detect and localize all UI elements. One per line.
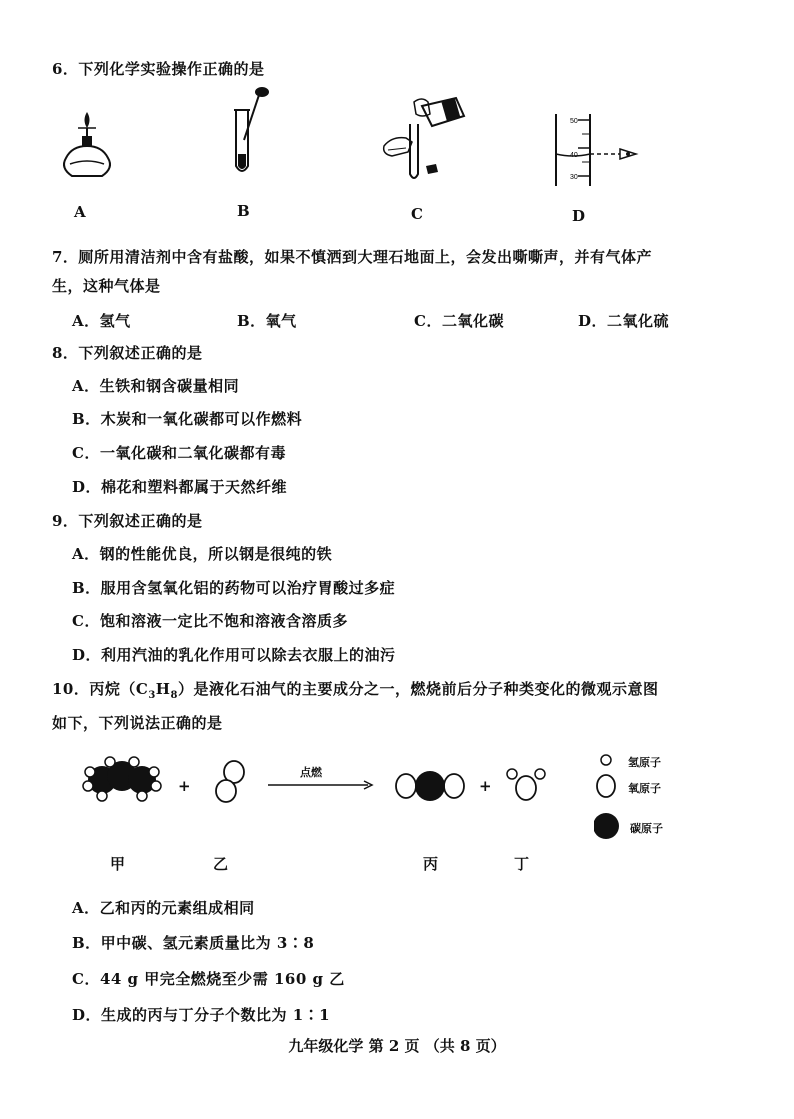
molecule-jia-propane xyxy=(80,752,164,808)
figure-d-cylinder xyxy=(548,112,648,192)
cylinder-tick-40: 40 xyxy=(570,152,578,159)
molecule-bing-co2 xyxy=(394,766,466,806)
q8-stem: 8．下列叙述正确的是 xyxy=(52,344,203,362)
q7-option-b: B．氧气 xyxy=(237,312,297,330)
plus-sign-2: + xyxy=(479,777,492,795)
figure-a-label: A xyxy=(74,203,86,221)
legend-carbon: 碳原子 xyxy=(630,822,663,835)
reaction-arrow xyxy=(268,778,376,792)
molecule-ding-water xyxy=(504,766,548,806)
legend-hydrogen: 氢原子 xyxy=(628,756,661,769)
carbon-atom-icon xyxy=(594,813,619,839)
q10-sub-8: 8 xyxy=(170,690,178,701)
q10-stem-mid: H xyxy=(155,680,171,698)
figure-b-label: B xyxy=(237,202,250,220)
figure-c-pouring xyxy=(378,92,470,187)
q8-option-c: C．一氧化碳和二氧化碳都有毒 xyxy=(72,444,286,462)
q7-stem-line1: 7．厕所用清洁剂中含有盐酸，如果不慎洒到大理石地面上，会发出嘶嘶声，并有气体产 xyxy=(52,248,652,266)
q8-option-b: B．木炭和一氧化碳都可以作燃料 xyxy=(72,410,303,428)
q10-sub-3: 3 xyxy=(148,690,156,701)
q10-option-d: D．生成的丙与丁分子个数比为 1∶1 xyxy=(72,1006,331,1024)
q8-option-a: A．生铁和钢含碳量相同 xyxy=(72,377,240,395)
molecule-yi-oxygen xyxy=(210,758,250,806)
figure-c-label: C xyxy=(411,205,423,223)
q10-stem-line2: 如下，下列说法正确的是 xyxy=(52,714,223,732)
cylinder-tick-30: 30 xyxy=(570,174,578,181)
page-footer: 九年级化学 第 2 页 （共 8 页） xyxy=(288,1037,506,1055)
q7-option-a: A．氢气 xyxy=(72,312,131,330)
q10-option-a: A．乙和丙的元素组成相同 xyxy=(72,899,255,917)
label-jia: 甲 xyxy=(110,855,126,873)
q10-stem-suffix: ）是液化石油气的主要成分之一，燃烧前后分子种类变化的微观示意图 xyxy=(177,680,659,698)
q10-stem-line1 xyxy=(52,678,658,701)
cylinder-tick-50: 50 xyxy=(570,118,578,125)
q10-option-b: B．甲中碳、氢元素质量比为 3∶8 xyxy=(72,934,315,952)
q9-option-b: B．服用含氢氧化铝的药物可以治疗胃酸过多症 xyxy=(72,579,396,597)
label-bing: 丙 xyxy=(423,855,439,873)
q7-option-c: C．二氧化碳 xyxy=(414,312,504,330)
label-yi: 乙 xyxy=(213,855,229,873)
q9-option-a: A．钢的性能优良，所以钢是很纯的铁 xyxy=(72,545,333,563)
q10-stem-prefix: 10．丙烷（C xyxy=(52,680,149,698)
q9-option-c: C．饱和溶液一定比不饱和溶液含溶质多 xyxy=(72,612,348,630)
figure-a-alcohol-lamp xyxy=(52,108,122,183)
atom-legend-icons xyxy=(594,752,620,844)
q8-option-d: D．棉花和塑料都属于天然纤维 xyxy=(72,478,288,496)
q6-stem: 6．下列化学实验操作正确的是 xyxy=(52,60,265,78)
legend-oxygen: 氧原子 xyxy=(628,782,661,795)
q9-option-d: D．利用汽油的乳化作用可以除去衣服上的油污 xyxy=(72,646,396,664)
q9-stem: 9．下列叙述正确的是 xyxy=(52,512,203,530)
q7-option-d: D．二氧化硫 xyxy=(578,312,670,330)
arrow-label-ignite: 点燃 xyxy=(300,766,322,779)
label-ding: 丁 xyxy=(514,855,530,873)
hydrogen-atom-icon xyxy=(601,755,611,765)
q10-option-c: C．44 g 甲完全燃烧至少需 160 g 乙 xyxy=(72,970,345,988)
q7-stem-line2: 生，这种气体是 xyxy=(52,277,161,295)
figure-b-test-tube xyxy=(222,82,272,182)
plus-sign-1: + xyxy=(178,777,191,795)
figure-d-label: D xyxy=(572,207,586,225)
oxygen-atom-icon xyxy=(597,775,615,797)
